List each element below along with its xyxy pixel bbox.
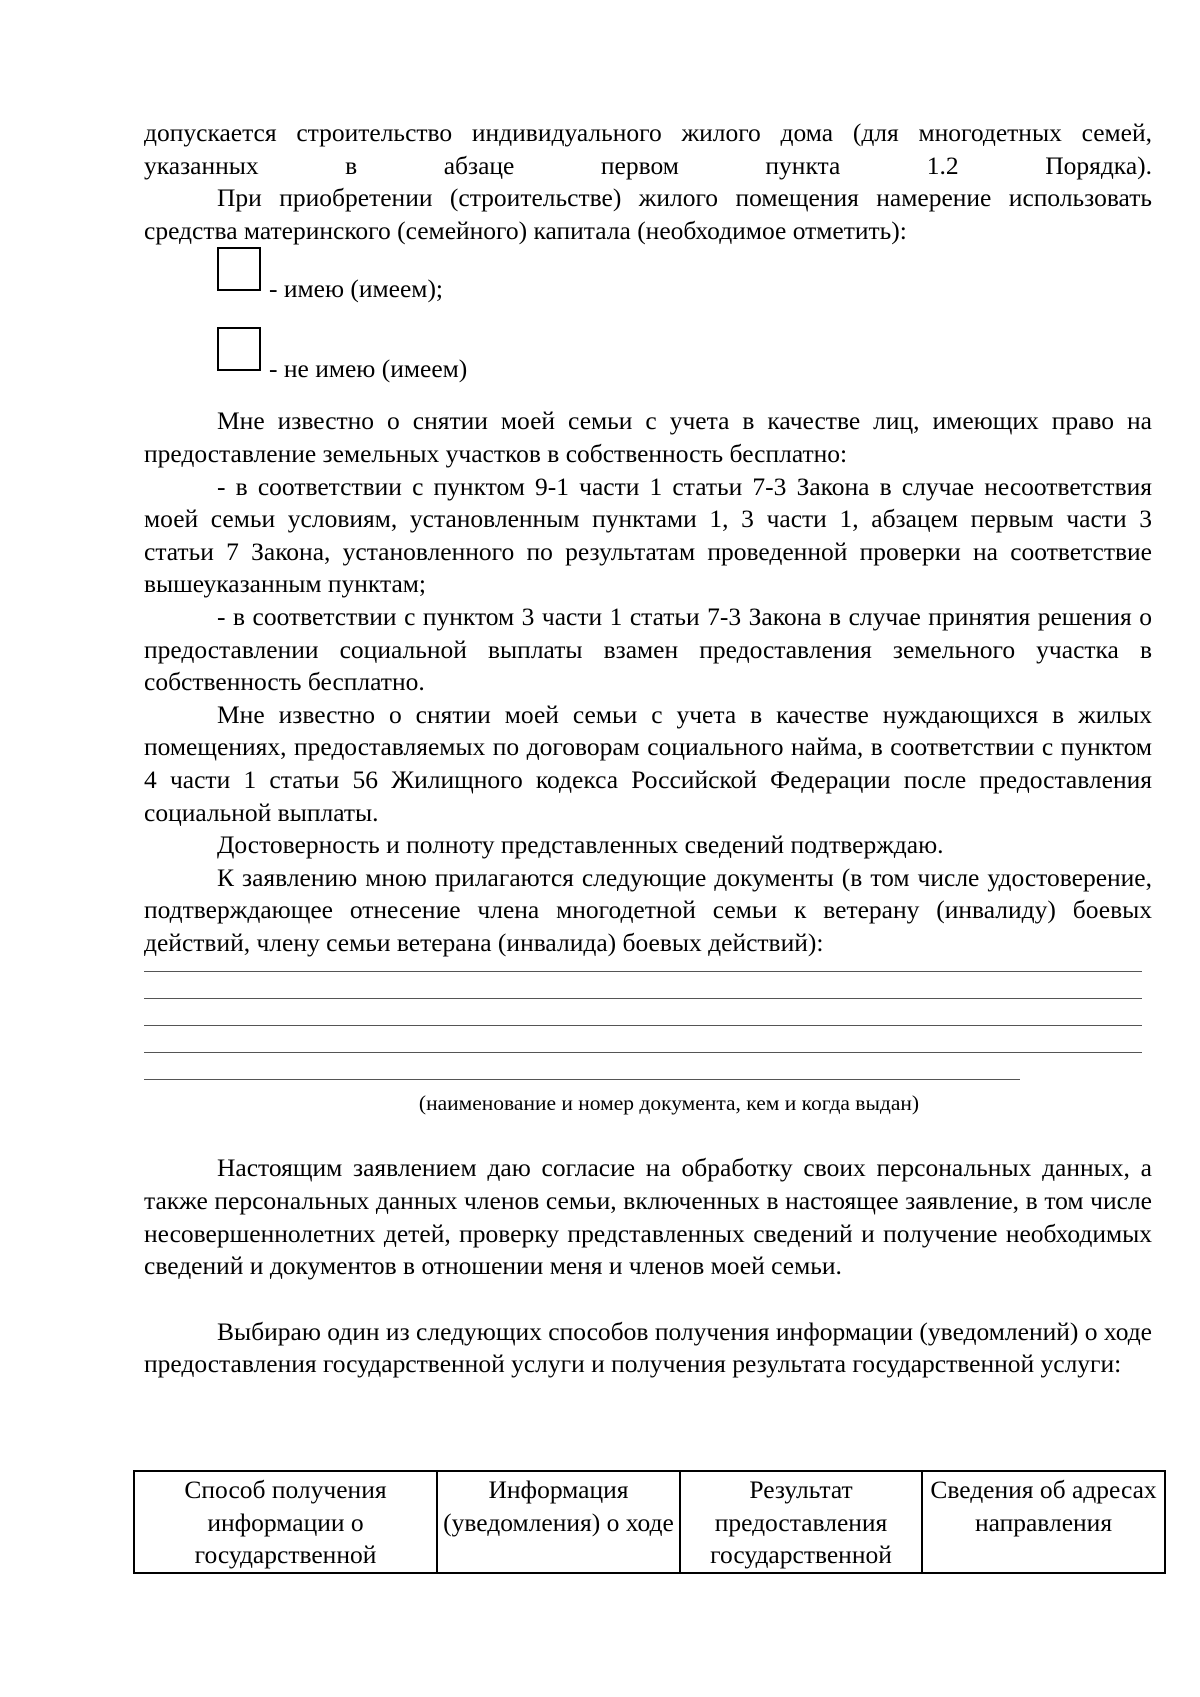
option-have-label: - имею (имеем); bbox=[269, 274, 444, 304]
checkbox-have[interactable] bbox=[217, 247, 261, 291]
paragraph-attached-documents: К заявлению мною прилагаются следующие документы (в том числе удостоверение, подтверждающее отнесение члена многодетной семьи к ветерану (инвалиду) боевых действий, члену семьи ветерана (инвалида) боевых действий): bbox=[144, 862, 1152, 957]
paragraph-maternity-capital: При приобретении (строительстве) жилого помещения намерение использовать средства материнского (семейного) капитала (необходимое отметить): bbox=[144, 183, 1152, 245]
fill-line[interactable] bbox=[144, 998, 1142, 999]
paragraph-land-deregistration: Мне известно о снятии моей семьи с учета в качестве лиц, имеющих право на предоставление земельных участков в собственность бесплатно: bbox=[144, 406, 1152, 468]
paragraph-accuracy: Достоверность и полноту представленных сведений подтверждаю. bbox=[217, 830, 944, 860]
spacer bbox=[144, 1117, 1152, 1152]
paragraph-housing-deregistration: Мне известно о снятии моей семьи с учета в качестве нуждающихся в жилых помещениях, предоставляемых по договорам социального найма, в соответствии с пунктом 4 части 1 статьи 56 Жилищного кодекса Российской Федерации после предоставления социальной выплаты. bbox=[144, 699, 1152, 827]
fill-line[interactable] bbox=[144, 1079, 1020, 1080]
table-header-cell: Сведения об адресах направления bbox=[922, 1471, 1165, 1573]
fill-line[interactable] bbox=[144, 971, 1142, 972]
table-header-cell: Информация (уведомления) о ходе bbox=[437, 1471, 680, 1573]
table-header-cell: Результат предоставления государственной bbox=[680, 1471, 922, 1573]
paragraph-notification-method: Выбираю один из следующих способов получения информации (уведомлений) о ходе предоставления государственной услуги и получения результата государственной услуги: bbox=[144, 1316, 1152, 1379]
option-have-not[interactable] bbox=[217, 327, 1152, 405]
paragraph-clause-9-1: - в соответствии с пунктом 9-1 части 1 статьи 7-3 Закона в случае несоответствия моей семьи условиям, установленным пунктами 1, 3 части 1, абзацем первым части 3 статьи 7 Закона, установленного по результатам проведенной проверки на соответствие вышеуказанным пунктам; bbox=[144, 471, 1152, 599]
documents-fill-lines[interactable] bbox=[144, 967, 1152, 1089]
notification-methods-table bbox=[133, 1470, 1166, 1574]
spacer bbox=[144, 1283, 1152, 1316]
fill-line[interactable] bbox=[144, 1025, 1142, 1026]
fill-line[interactable] bbox=[144, 1052, 1142, 1053]
documents-caption: (наименование и номер документа, кем и когда выдан) bbox=[418, 1091, 920, 1116]
paragraph-construction: допускается строительство индивидуального жилого дома (для многодетных семей, указанных в абзаце первом пункта 1.2 Порядка). bbox=[144, 118, 1152, 180]
paragraph-clause-3: - в соответствии с пунктом 3 части 1 статьи 7-3 Закона в случае принятия решения о предоставлении социальной выплаты взамен предоставления земельного участка в собственность бесплатно. bbox=[144, 601, 1152, 697]
table-header-row bbox=[134, 1471, 1165, 1573]
paragraph-consent: Настоящим заявлением даю согласие на обработку своих персональных данных, а также персональных данных членов семьи, включенных в настоящее заявление, в том числе несовершеннолетних детей, проверку представленных сведений и получение необходимых сведений и документов в отношении меня и членов моей семьи. bbox=[144, 1153, 1152, 1281]
checkbox-have-not[interactable] bbox=[217, 327, 261, 371]
table-header-cell: Способ получения информации о государственной bbox=[134, 1471, 437, 1573]
document-body bbox=[144, 117, 1152, 1381]
option-have-not-label: - не имею (имеем) bbox=[269, 354, 468, 384]
option-have[interactable] bbox=[217, 247, 1152, 333]
